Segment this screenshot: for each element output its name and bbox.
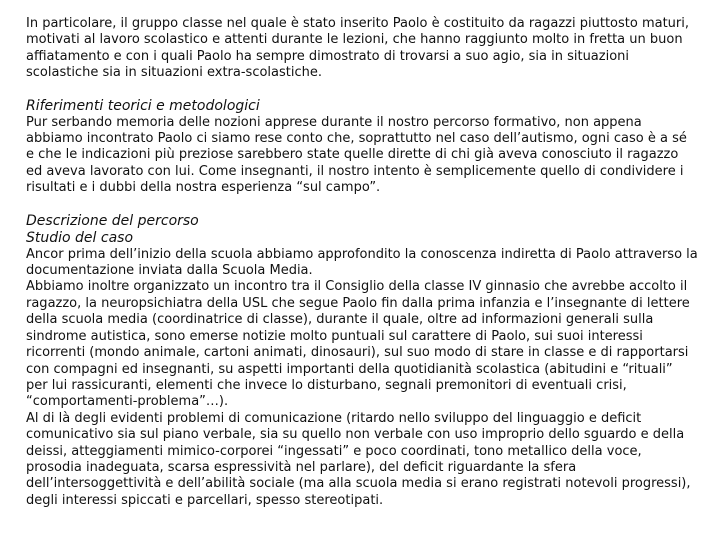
studio-paragraph-1: Ancor prima dell’inizio della scuola abbiamo approfondito la conoscenza indiretta di Paolo attraverso la documentazione inviata dalla Scuola Media. — [26, 246, 698, 279]
document-page — [26, 16, 698, 509]
spacer — [26, 197, 698, 213]
subsection-heading-studio: Studio del caso — [26, 229, 134, 246]
section-heading-riferimenti: Riferimenti teorici e metodologici — [26, 97, 260, 114]
riferimenti-paragraph: Pur serbando memoria delle nozioni apprese durante il nostro percorso formativo, non appena abbiamo incontrato Paolo ci siamo rese conto che, soprattutto nel caso dell’autismo, ogni caso è a sé e che le indicazioni più preziose sarebbero state quelle dirette di chi già aveva conosciuto il ragazzo ed aveva lavorato con lui. Come insegnanti, il nostro intento è semplicemente quello di condividere i risultati e i dubbi della nostra esperienza “sul campo”. — [26, 114, 687, 196]
studio-paragraph-2: Abbiamo inoltre organizzato un incontro tra il Consiglio della classe IV ginnasio che avrebbe accolto il ragazzo, la neuropsichiatra della USL che segue Paolo fin dalla prima infanzia e l’insegnante di lettere della scuola media (coordinatrice di classe), durante il quale, oltre ad informazioni generali sulla sindrome autistica, sono emerse notizie molto puntuali sul carattere di Paolo, sui suoi interessi ricorrenti (mondo animale, cartoni animati, dinosauri), sul suo modo di stare in classe e di rapportarsi con compagni ed insegnanti, su aspetti importanti della quotidianità scolastica (abitudini e “rituali” per lui rassicuranti, elementi che invece lo disturbano, segnali premonitori di eventuali crisi, “comportamenti-problema”…). — [26, 279, 690, 410]
intro-paragraph: In particolare, il gruppo classe nel quale è stato inserito Paolo è costituito da ragazzi piuttosto maturi, motivati al lavoro scolastico e attenti durante le lezioni, che hanno raggiunto molto in fretta un buon affiatamento e con i quali Paolo ha sempre dimostrato di trovarsi a suo agio, sia in situazioni scolastiche sia in situazioni extra-scolastiche. — [26, 16, 690, 81]
studio-paragraph-3: Al di là degli evidenti problemi di comunicazione (ritardo nello sviluppo del linguaggio e deficit comunicativo sia sul piano verbale, sia su quello non verbale con uso improprio dello sguardo e della deissi, atteggiamenti mimico-corporei “ingessati” e poco coordinati, tono metallico della voce, prosodia inadeguata, scarsa espressività nel parlare), del deficit riguardante la sfera dell’intersoggettività e dell’abilità sociale (ma alla scuola media si erano registrati notevoli progressi), degli interessi spiccati e parcellari, spesso stereotipati. — [26, 410, 691, 508]
section-heading-descrizione: Descrizione del percorso — [26, 212, 199, 229]
spacer — [26, 82, 698, 98]
